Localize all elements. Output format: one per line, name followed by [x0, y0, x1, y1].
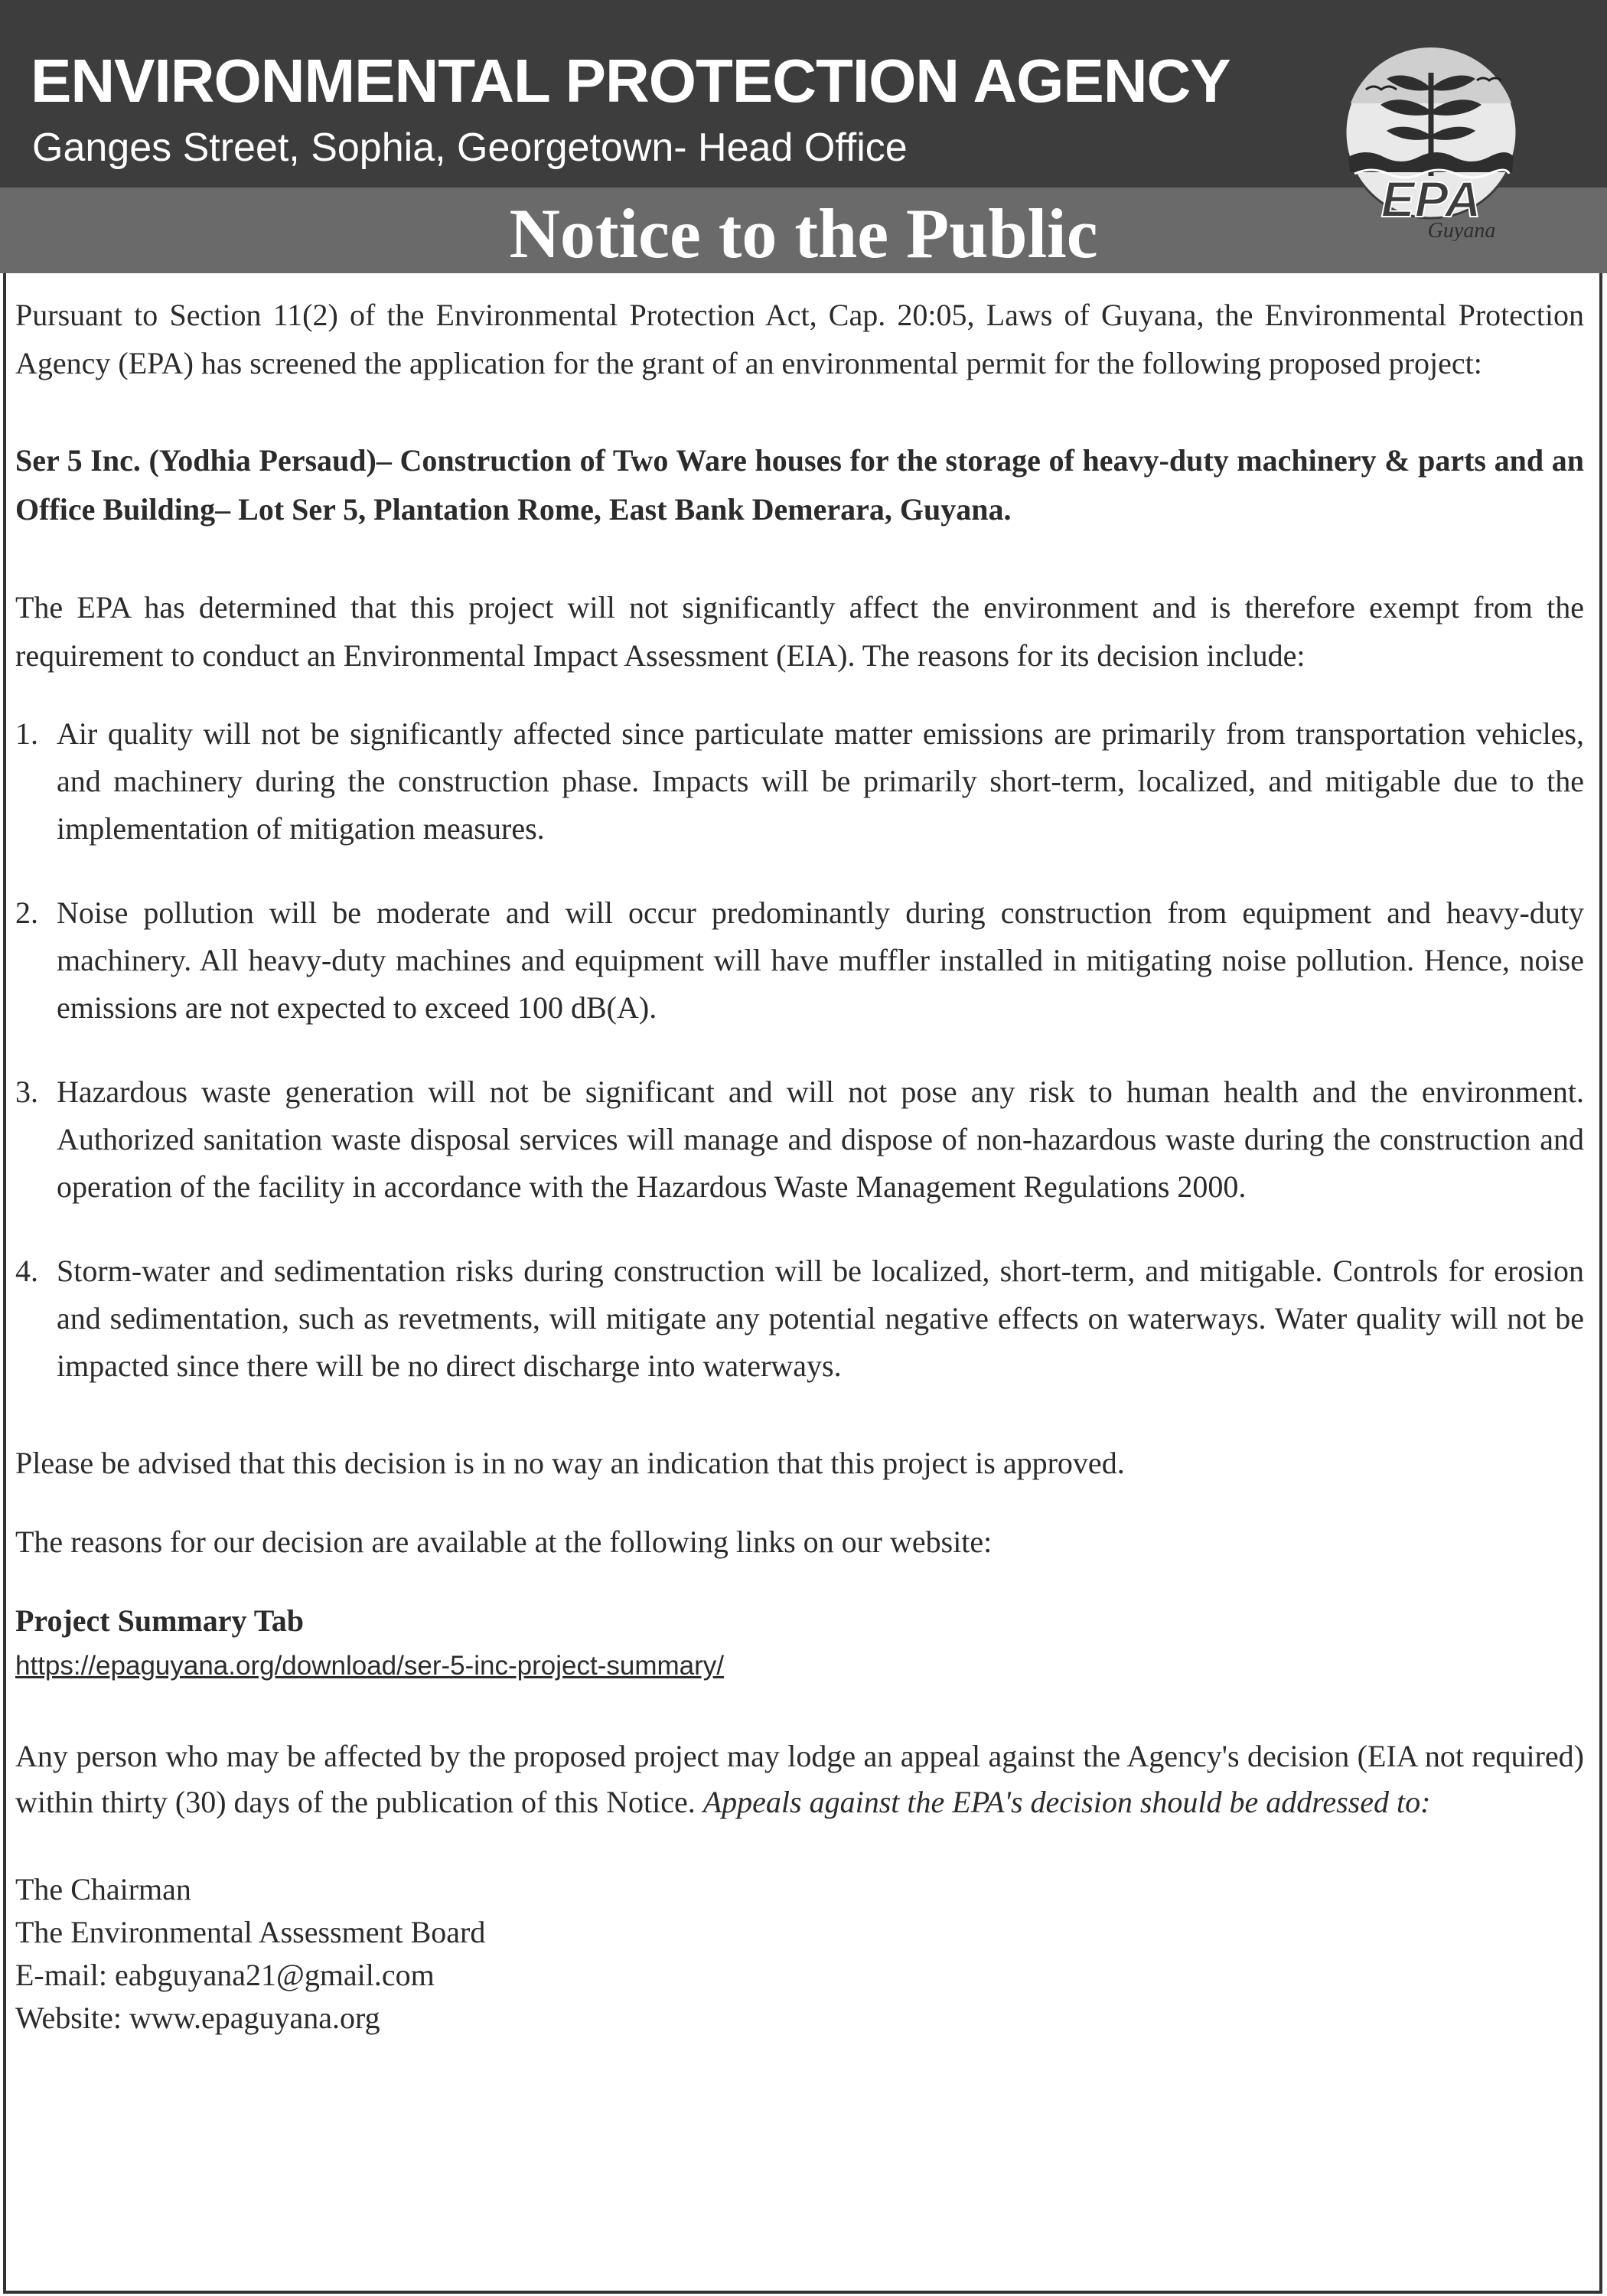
- summary-heading: Project Summary Tab: [15, 1603, 305, 1638]
- agency-name: ENVIRONMENTAL PROTECTION AGENCY: [31, 47, 1231, 115]
- list-item-text: Storm-water and sedimentation risks during construction will be localized, short-term, and mitigable. Controls for erosion and sedimentation, such as revetments, will mitigate any potential negative effects on waterways. Water quality will not be impacted since there will be no direct discharge into waterways.: [57, 1254, 1584, 1383]
- epa-logo-icon: [1332, 42, 1530, 241]
- appeal-text: Any person who may be affected by the proposed project may lodge an appeal against the Agency's decision (EIA not required) within thirty (30) days of the publication of this Notice.: [15, 1739, 1584, 1819]
- list-item-number: 2.: [15, 895, 38, 930]
- agency-address: Ganges Street, Sophia, Georgetown- Head Office: [32, 126, 908, 170]
- project-summary-link[interactable]: https://epaguyana.org/download/ser-5-inc-project-summary/: [15, 1651, 724, 1681]
- reasons-list: [15, 710, 1584, 1390]
- contact-board: The Environmental Assessment Board: [15, 1915, 486, 1949]
- notice-body: [15, 291, 1584, 2040]
- intro-paragraph: Pursuant to Section 11(2) of the Environmental Protection Act, Cap. 20:05, Laws of Guyana, the Environmental Protection Agency (EPA) has screened the application for the grant of an environmental permit for the following proposed project:: [15, 298, 1584, 380]
- list-item-text: Air quality will not be significantly affected since particulate matter emissions are primarily from transportation vehicles, and machinery during the construction phase. Impacts will be primarily short-term, localized, and mitigable due to the implementation of mitigation measures.: [57, 716, 1584, 846]
- list-item: [15, 889, 1584, 1032]
- list-item-number: 1.: [15, 716, 38, 751]
- project-title: Ser 5 Inc. (Yodhia Persaud)– Construction of Two Ware houses for the storage of heavy-duty machinery & parts and an Office Building– Lot Ser 5, Plantation Rome, East Bank Demerara, Guyana.: [15, 443, 1584, 527]
- list-item: [15, 710, 1584, 853]
- list-item-number: 4.: [15, 1254, 38, 1288]
- svg-text:Guyana: Guyana: [1427, 219, 1496, 241]
- list-item: [15, 1068, 1584, 1211]
- appeal-italic-text: Appeals against the EPA's decision should be addressed to:: [702, 1785, 1431, 1819]
- contact-email[interactable]: E-mail: eabguyana21@gmail.com: [15, 1958, 435, 1992]
- advice-paragraph: Please be advised that this decision is in no way an indication that this project is approved.: [15, 1446, 1125, 1480]
- svg-text:EPA: EPA: [1380, 171, 1482, 227]
- contact-website[interactable]: Website: www.epaguyana.org: [15, 2001, 380, 2035]
- list-item-text: Hazardous waste generation will not be significant and will not pose any risk to human health and the environment. Authorized sanitation waste disposal services will manage and dispose of non-hazardous waste during the construction and operation of the facility in accordance with the Hazardous Waste Management Regulations 2000.: [57, 1075, 1584, 1204]
- links-intro: The reasons for our decision are available at the following links on our website:: [15, 1525, 993, 1559]
- notice-title: Notice to the Public: [509, 194, 1098, 272]
- list-item: [15, 1247, 1584, 1390]
- list-item-number: 3.: [15, 1075, 38, 1109]
- appeal-paragraph: [15, 1733, 1584, 1825]
- list-item-text: Noise pollution will be moderate and will occur predominantly during construction from equipment and heavy-duty machinery. All heavy-duty machines and equipment will have muffler installed in mitigating noise pollution. Hence, noise emissions are not expected to exceed 100 dB(A).: [57, 895, 1584, 1025]
- determination-paragraph: The EPA has determined that this project will not significantly affect the environment and is therefore exempt from the requirement to conduct an Environmental Impact Assessment (EIA). The reasons for its decision include:: [15, 590, 1584, 673]
- contact-chairman: The Chairman: [15, 1872, 191, 1906]
